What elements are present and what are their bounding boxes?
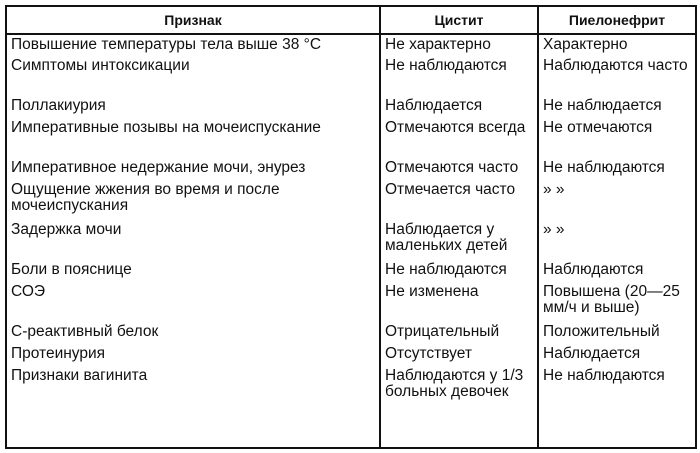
table-row: [6, 282, 696, 322]
table-row: [6, 322, 696, 344]
table-row: [6, 220, 696, 260]
pyelonephritis-cell: Наблюдаются: [538, 260, 696, 282]
sign-cell: Императивные позывы на мочеиспускание: [6, 118, 380, 158]
cystitis-cell: Отсутствует: [380, 344, 538, 366]
comparison-table: [5, 5, 697, 449]
table-row: [6, 366, 696, 448]
cystitis-cell: Отрицательный: [380, 322, 538, 344]
table-row: [6, 56, 696, 96]
header-cystitis: Цистит: [380, 6, 538, 34]
table-row: [6, 96, 696, 118]
pyelonephritis-cell: Повышена (20—25 мм/ч и выше): [538, 282, 696, 322]
cystitis-cell: Отмечаются всегда: [380, 118, 538, 158]
pyelonephritis-cell: » »: [538, 180, 696, 220]
pyelonephritis-cell: Наблюдаются часто: [538, 56, 696, 96]
sign-cell: Задержка мочи: [6, 220, 380, 260]
cystitis-cell: Отмечается часто: [380, 180, 538, 220]
pyelonephritis-cell: Не отмечаются: [538, 118, 696, 158]
sign-cell: Протеинурия: [6, 344, 380, 366]
header-row: [6, 6, 696, 34]
table-row: [6, 158, 696, 180]
sign-cell: Поллакиурия: [6, 96, 380, 118]
table-row: [6, 344, 696, 366]
pyelonephritis-cell: Наблюдается: [538, 344, 696, 366]
sign-cell: Боли в пояснице: [6, 260, 380, 282]
cystitis-cell: Не характерно: [380, 34, 538, 56]
cystitis-cell: Не изменена: [380, 282, 538, 322]
sign-cell: С-реактивный белок: [6, 322, 380, 344]
cystitis-cell: Не наблюдаются: [380, 56, 538, 96]
pyelonephritis-cell: Не наблюдаются: [538, 158, 696, 180]
sign-cell: Симптомы интоксикации: [6, 56, 380, 96]
header-pyelonephritis: Пиелонефрит: [538, 6, 696, 34]
cystitis-cell: Отмечаются часто: [380, 158, 538, 180]
sign-cell: Признаки вагинита: [6, 366, 380, 448]
pyelonephritis-cell: Не наблюдаются: [538, 366, 696, 448]
table-row: [6, 260, 696, 282]
pyelonephritis-cell: Характерно: [538, 34, 696, 56]
table-row: [6, 34, 696, 56]
pyelonephritis-cell: » »: [538, 220, 696, 260]
sign-cell: Ощущение жжения во время и после мочеиспускания: [6, 180, 380, 220]
cystitis-cell: Не наблюдаются: [380, 260, 538, 282]
cystitis-cell: Наблюдаются у 1/3 больных девочек: [380, 366, 538, 448]
pyelonephritis-cell: Не наблюдается: [538, 96, 696, 118]
cystitis-cell: Наблюдается: [380, 96, 538, 118]
cystitis-cell: Наблюдается у маленьких детей: [380, 220, 538, 260]
sign-cell: Повышение температуры тела выше 38 °С: [6, 34, 380, 56]
table-row: [6, 118, 696, 158]
table-row: [6, 180, 696, 220]
pyelonephritis-cell: Положительный: [538, 322, 696, 344]
sign-cell: СОЭ: [6, 282, 380, 322]
sign-cell: Императивное недержание мочи, энурез: [6, 158, 380, 180]
header-sign: Признак: [6, 6, 380, 34]
